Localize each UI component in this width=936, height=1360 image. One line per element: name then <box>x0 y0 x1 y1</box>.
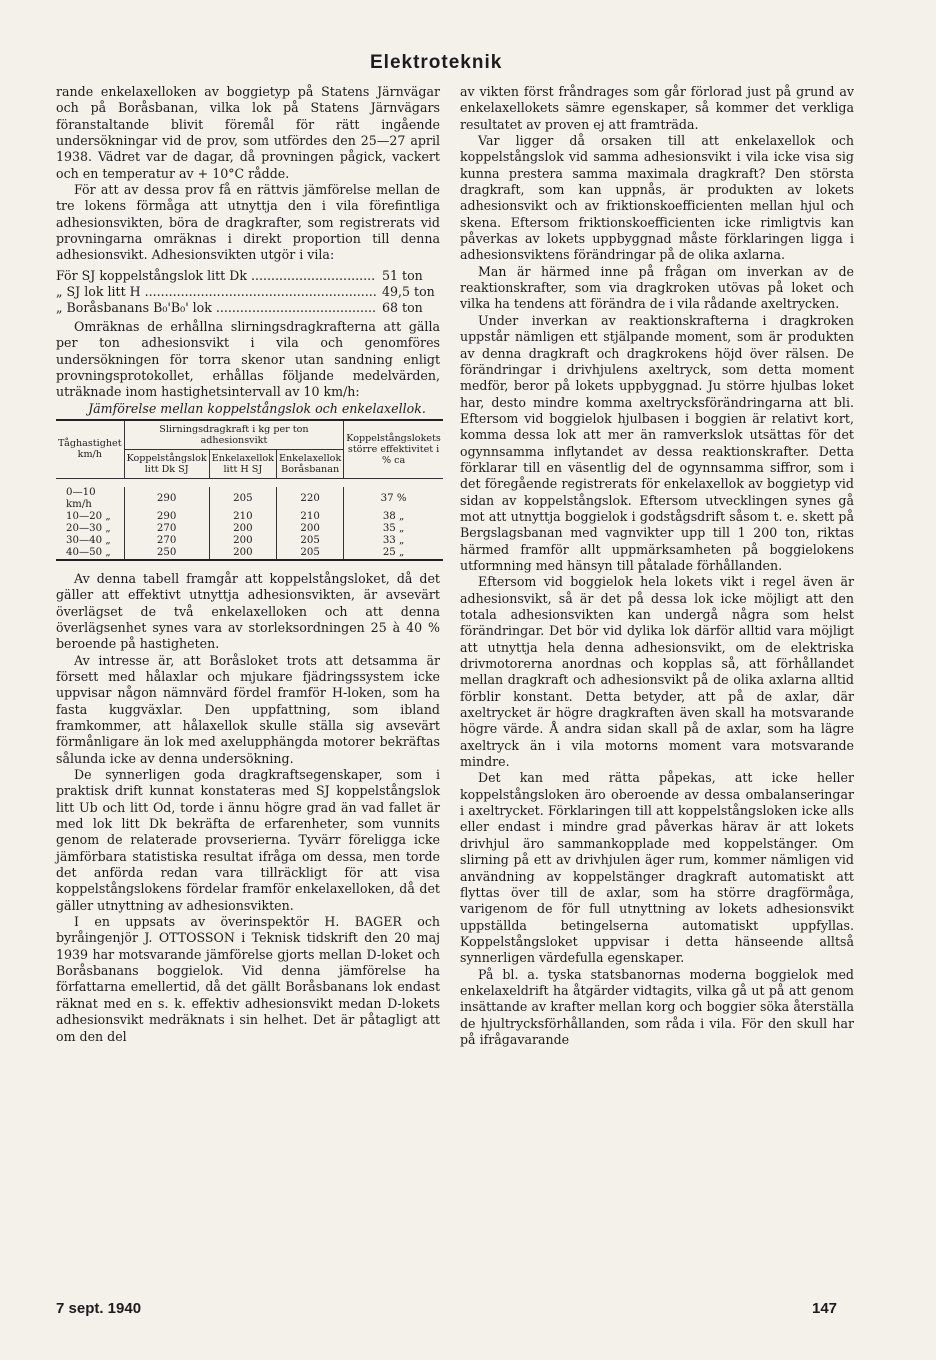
paragraph: rande enkelaxelloken av boggietyp på Statens Järnvägar och på Boråsbanan, vilka lok på Statens Järnvägars föranstaltande blivit föremål för rätt ingående undersökningar vid de prov, som utfördes den 25—27 april 1938. Vädret var de dagar, då provningen pågick, vackert och en temperatur av + 10°C rådde. <box>56 84 440 181</box>
table-header: Enkelaxellok Boråsbanan <box>277 449 344 478</box>
table-row: 30—40 „ 270 200 205 33 „ <box>56 535 443 547</box>
comparison-table <box>56 419 443 561</box>
table-row: 0—10 km/h 290 205 220 37 % <box>56 487 443 511</box>
list-item: „ SJ lok litt H ..... 49,5 ton <box>56 284 440 300</box>
table-row: 40—50 „ 250 200 205 25 „ <box>56 547 443 560</box>
table-row: 10—20 „ 290 210 210 38 „ <box>56 511 443 523</box>
adhesion-weight-list <box>56 268 440 317</box>
table-header: Enkelaxellok litt H SJ <box>209 449 276 478</box>
table-row: 20—30 „ 270 200 200 35 „ <box>56 523 443 535</box>
page-number: 147 <box>812 1300 838 1317</box>
paragraph: Av denna tabell framgår att koppelstångsloket, då det gäller att effektivt utnyttja adhesionsvikten, är avsevärt överlägset de två enkelaxelloken och att denna överlägsenhet synes vara av storleksordningen 25 à 40 % beroende på hastigheten. <box>56 570 440 652</box>
paragraph: På bl. a. tyska statsbanornas moderna boggielok med enkelaxeldrift ha åtgärder vidtagits, vilka gå ut på att genom insättande av krafter mellan korg och boggier söka återställa de hjultrycksförhållanden, som råda i vila. För den skull har på ifrågavarande <box>460 966 854 1047</box>
paragraph: I en uppsats av överinspektör H. BAGER och byråingenjör J. OTTOSSON i Teknisk tidskrift den 20 maj 1939 har motsvarande jämförelse gjorts mellan D-loket och Boråsbanans boggielok. Vid denna jämförelse ha författarna emellertid, då det gällt Boråsbanans lok endast räknat med en s. k. effektiv adhesionsvikt medan D-lokets adhesionsvikt medräknats i sin helhet. Det är påtagligt att om den del <box>56 914 440 1044</box>
paragraph: Under inverkan av reaktionskrafterna i dragkroken uppstår nämligen ett stjälpande moment, som är produkten av denna dragkraft och dragkrokens höjd över rälsen. De förändringar i drivhjulens axeltryck, som detta moment medför, beror på lokets uppbyggnad. Ju större hjulbas loket har, desto mindre komma axeltrycksförändringarna att bli. Eftersom vid boggielok hjulbasen i boggien är relativt kort, komma dessa lok att mer än ramverkslok utsättas för det ogynnsamma inflytandet av dessa reaktionskrafter. Detta förklarar till en väsentlig del de ogynnsamma siffror, som i det föregående registrerats för enkelaxellok av boggietyp vid sidan av koppelstångslok. Eftersom utvecklingen synes gå mot att utnyttja boggielok i godstågsdrift såsom t. e. skett på Bergslagsbanan med vagnvikter upp till 1 200 ton, riktas härmed framför allt uppmärksamheten på boggielokens utformning med hänsyn till påtalade förhållanden. <box>460 312 854 573</box>
table-header: Koppelstångslokets större effektivitet i % ca <box>344 420 443 479</box>
paragraph: Omräknas de erhållna slirningsdragkrafterna att gälla per ton adhesionsvikt i vila och genomföres undersökningen för torra skenor utan sandning enligt provningsprotokollet, erhållas följande medelvärden, uträknade inom hastighetsintervall av 10 km/h: <box>56 318 440 400</box>
paragraph: Av intresse är, att Boråsloket trots att detsamma är försett med hålaxlar och mjukare fjädringssystem icke uppvisar någon nämnvärd fördel framför H-loken, som ha fasta kuggväxlar. Den uppfattning, som ibland framkommer, att hålaxellok skulle ställa sig avsevärt förmånligare än lok med axelupphängda motorer bekräftas sålunda icke av denna undersökning. <box>56 652 440 766</box>
table-caption: Jämförelse mellan koppelstångslok och enkelaxellok. <box>88 400 426 416</box>
left-column <box>56 84 440 1045</box>
table-header: Slirningsdragkraft i kg per ton adhesionsvikt <box>124 420 344 450</box>
paragraph: Var ligger då orsaken till att enkelaxellok och koppelstångslok vid samma adhesionsvikt i vila icke visa sig kunna prestera samma maximala dragkraft? Den största dragkraft, som kan uppnås, är produkten av lokets adhesionsvikt och av friktionskoefficienten mellan hjul och skena. Eftersom friktionskoefficienten icke rimligtvis kan påverkas av lokets uppbyggnad måste förklaringen ligga i adhesionsviktens förändringar på de olika axlarna. <box>460 133 854 263</box>
list-item: För SJ koppelstångslok litt Dk ..... 51 ton <box>56 268 440 284</box>
table-header: Koppelstångslok litt Dk SJ <box>124 449 209 478</box>
page-header: Elektroteknik <box>370 52 503 73</box>
paragraph: Det kan med rätta påpekas, att icke heller koppelstångsloken äro oberoende av dessa ombalanseringar i axeltrycket. Förklaringen till att koppelstångsloken icke alls eller endast i mindre grad påverkas härav är att lokets drivhjul äro sammankopplade med koppelstänger. Om slirning på ett av drivhjulen äger rum, kommer nämligen vid användning av koppelstänger dragkraft automatiskt att flyttas över till de axlar, som ha större dragförmåga, varigenom de för full utnyttning av lokets adhesionsvikt uppställda betingelserna automatiskt uppfyllas. Koppelstångsloket uppvisar i detta hänseende alltså synnerligen värdefulla egenskaper. <box>460 770 854 966</box>
list-item: „ Boråsbanans B₀'B₀' lok ..... 68 ton <box>56 300 440 316</box>
paragraph: Eftersom vid boggielok hela lokets vikt i regel även är adhesionsvikt, så är det på dessa lok icke möjligt att den totala adhesionsvikten kan undergå några som helst förändringar. Det bör vid dylika lok därför alltid vara möjligt att utnyttja hela denna adhesionsvikt, om de elektriska drivmotorerna anordnas och kopplas så, att förhållandet mellan dragkraft och adhesionsvikt på de olika axlarna alltid förblir konstant. Detta betyder, att på de axlar, där axeltrycket är högre dragkraften även skall ha motsvarande högre värde. Å andra sidan skall på de axlar, som ha lägre axeltryck än i vila motorns moment vara motsvarande mindre. <box>460 574 854 770</box>
paragraph: För att av dessa prov få en rättvis jämförelse mellan de tre lokens förmåga att utnyttja den i vila förefintliga adhesionsvikten, böra de dragkrafter, som registrerats vid provningarna omräknas i direkt proportion till denna adhesionsvikt. Adhesionsvikten utgör i vila: <box>56 182 440 263</box>
paragraph: De synnerligen goda dragkraftsegenskaper, som i praktisk drift kunnat konstateras med SJ koppelstångslok litt Ub och litt Od, torde i ännu högre grad än vad fallet är med lok litt Dk bekräfta de erfarenheter, som vunnits genom de relaterade provserierna. Tyvärr föreligga icke jämförbara statistiska resultat ifråga om dessa, men torde det anförda redan vara tillräckligt för att visa koppelstångslokens fördelar framför enkelaxelloken, då det gäller utnyttning av adhesionsvikten. <box>56 767 440 913</box>
table-header: Tåghastighet km/h <box>58 438 122 461</box>
paragraph: Man är härmed inne på frågan om inverkan av de reaktionskrafter, som via dragkroken utövas på loket och vilka ha tendens att förändra de i vila rådande axeltrycken. <box>460 263 854 312</box>
paragraph: av vikten först fråndrages som går förlorad just på grund av enkelaxellokets sämre egenskaper, så kommer det verkliga resultatet av proven ej att framträda. <box>460 84 854 132</box>
issue-date: 7 sept. 1940 <box>56 1300 142 1317</box>
right-column <box>460 84 854 1048</box>
